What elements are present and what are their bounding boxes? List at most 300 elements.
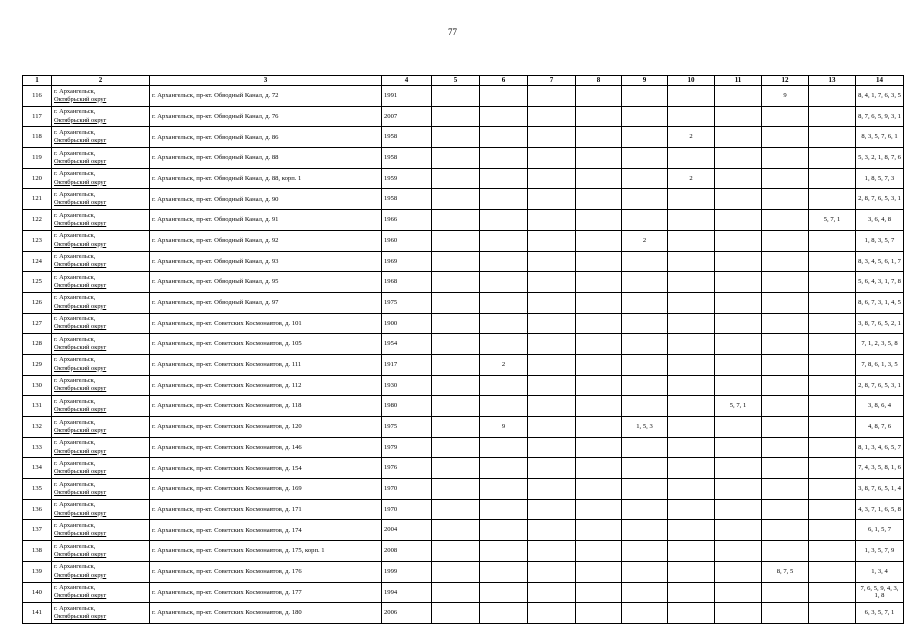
value-cell-c12: [762, 354, 809, 375]
address-cell: г. Архангельск, пр-кт. Советских Космонавтов, д. 118: [150, 396, 382, 417]
value-cell-c5: [432, 210, 480, 231]
district-city-text: г. Архангельск,: [54, 315, 96, 323]
value-cell-c8: [576, 603, 622, 624]
value-cell-c6: [480, 272, 528, 293]
year-cell: 1980: [382, 396, 432, 417]
value-cell-c9: [622, 189, 668, 210]
value-cell-c8: [576, 272, 622, 293]
year-cell: 1976: [382, 458, 432, 479]
value-cell-c9: [622, 561, 668, 582]
value-cell-c6: [480, 375, 528, 396]
year-cell: 2008: [382, 541, 432, 562]
value-cell-c5: [432, 520, 480, 541]
row-number-cell: 132: [23, 417, 52, 438]
value-cell-c13: [809, 479, 856, 500]
value-cell-c14: 4, 8, 7, 6: [856, 417, 904, 438]
value-cell-c6: [480, 230, 528, 251]
table-row: [23, 520, 904, 541]
value-cell-c8: [576, 437, 622, 458]
district-city-text: г. Архангельск,: [54, 335, 96, 343]
value-cell-c6: [480, 561, 528, 582]
value-cell-c8: [576, 148, 622, 169]
value-cell-c9: [622, 541, 668, 562]
value-cell-c7: [528, 417, 576, 438]
value-cell-c9: [622, 148, 668, 169]
row-number-cell: 137: [23, 520, 52, 541]
value-cell-c5: [432, 417, 480, 438]
row-number-cell: 127: [23, 313, 52, 334]
value-cell-c6: [480, 251, 528, 272]
value-cell-c10: [668, 375, 715, 396]
district-city-text: г. Архангельск,: [54, 232, 96, 240]
table-row: [23, 230, 904, 251]
value-cell-c7: [528, 189, 576, 210]
value-cell-c6: [480, 106, 528, 127]
value-cell-c7: [528, 251, 576, 272]
value-cell-c10: 2: [668, 168, 715, 189]
district-city-text: г. Архангельск,: [54, 563, 96, 571]
value-cell-c14: 3, 8, 6, 4: [856, 396, 904, 417]
row-number-cell: 128: [23, 334, 52, 355]
district-cell: [52, 561, 150, 582]
value-cell-c10: [668, 189, 715, 210]
address-cell: г. Архангельск, пр-кт. Советских Космонавтов, д. 177: [150, 582, 382, 603]
value-cell-c7: [528, 541, 576, 562]
value-cell-c10: [668, 479, 715, 500]
value-cell-c7: [528, 561, 576, 582]
year-cell: 1954: [382, 334, 432, 355]
value-cell-c11: [715, 561, 762, 582]
address-cell: г. Архангельск, пр-кт. Обводный Канал, д. 76: [150, 106, 382, 127]
address-cell: г. Архангельск, пр-кт. Советских Космонавтов, д. 111: [150, 354, 382, 375]
year-cell: 1969: [382, 251, 432, 272]
value-cell-c11: [715, 354, 762, 375]
value-cell-c5: [432, 168, 480, 189]
value-cell-c7: [528, 437, 576, 458]
address-cell: г. Архангельск, пр-кт. Советских Космонавтов, д. 171: [150, 499, 382, 520]
district-okrug-text: Октябрьский округ: [54, 613, 107, 621]
district-city-text: г. Архангельск,: [54, 439, 96, 447]
value-cell-c8: [576, 334, 622, 355]
year-cell: 1958: [382, 148, 432, 169]
value-cell-c6: [480, 127, 528, 148]
district-cell: [52, 292, 150, 313]
district-cell: [52, 334, 150, 355]
year-cell: 1970: [382, 499, 432, 520]
year-cell: 1917: [382, 354, 432, 375]
value-cell-c11: [715, 334, 762, 355]
value-cell-c14: 3, 8, 7, 6, 5, 1, 4: [856, 479, 904, 500]
value-cell-c9: [622, 272, 668, 293]
row-number-cell: 118: [23, 127, 52, 148]
value-cell-c8: [576, 458, 622, 479]
district-okrug-text: Октябрьский округ: [54, 468, 107, 476]
value-cell-c10: [668, 313, 715, 334]
value-cell-c7: [528, 375, 576, 396]
value-cell-c11: [715, 86, 762, 107]
district-city-text: г. Архангельск,: [54, 108, 96, 116]
district-city-text: г. Архангельск,: [54, 128, 96, 136]
value-cell-c10: [668, 582, 715, 603]
value-cell-c10: [668, 396, 715, 417]
year-cell: 1975: [382, 417, 432, 438]
value-cell-c14: 1, 3, 5, 7, 9: [856, 541, 904, 562]
district-cell: [52, 417, 150, 438]
value-cell-c9: [622, 106, 668, 127]
value-cell-c14: 3, 8, 7, 6, 5, 2, 1: [856, 313, 904, 334]
district-cell: [52, 479, 150, 500]
district-cell: [52, 313, 150, 334]
value-cell-c13: [809, 541, 856, 562]
value-cell-c8: [576, 417, 622, 438]
year-cell: 1900: [382, 313, 432, 334]
value-cell-c7: [528, 313, 576, 334]
value-cell-c10: [668, 499, 715, 520]
row-number-cell: 124: [23, 251, 52, 272]
district-cell: [52, 520, 150, 541]
value-cell-c6: [480, 292, 528, 313]
address-cell: г. Архангельск, пр-кт. Советских Космонавтов, д. 101: [150, 313, 382, 334]
row-number-cell: 126: [23, 292, 52, 313]
district-city-text: г. Архангельск,: [54, 87, 96, 95]
table-row: [23, 313, 904, 334]
value-cell-c6: [480, 168, 528, 189]
value-cell-c9: [622, 603, 668, 624]
value-cell-c12: [762, 127, 809, 148]
district-cell: [52, 375, 150, 396]
address-cell: г. Архангельск, пр-кт. Советских Космонавтов, д. 175, корп. 1: [150, 541, 382, 562]
value-cell-c10: [668, 603, 715, 624]
value-cell-c13: [809, 272, 856, 293]
value-cell-c13: [809, 86, 856, 107]
value-cell-c13: [809, 417, 856, 438]
row-number-cell: 141: [23, 603, 52, 624]
table-row: [23, 127, 904, 148]
value-cell-c5: [432, 437, 480, 458]
value-cell-c7: [528, 603, 576, 624]
value-cell-c13: [809, 168, 856, 189]
value-cell-c5: [432, 499, 480, 520]
row-number-cell: 120: [23, 168, 52, 189]
year-cell: 1958: [382, 189, 432, 210]
value-cell-c7: [528, 499, 576, 520]
district-cell: [52, 230, 150, 251]
table-row: [23, 168, 904, 189]
district-okrug-text: Октябрьский округ: [54, 240, 107, 248]
table-row: [23, 292, 904, 313]
value-cell-c14: 8, 6, 7, 3, 1, 4, 5: [856, 292, 904, 313]
value-cell-c7: [528, 520, 576, 541]
address-cell: г. Архангельск, пр-кт. Обводный Канал, д. 97: [150, 292, 382, 313]
district-cell: [52, 148, 150, 169]
district-okrug-text: Октябрьский округ: [54, 95, 107, 103]
value-cell-c11: [715, 189, 762, 210]
value-cell-c5: [432, 313, 480, 334]
value-cell-c7: [528, 106, 576, 127]
column-header-13: 13: [809, 76, 856, 86]
value-cell-c10: [668, 354, 715, 375]
value-cell-c13: [809, 499, 856, 520]
value-cell-c8: [576, 396, 622, 417]
value-cell-c12: [762, 437, 809, 458]
value-cell-c9: [622, 458, 668, 479]
value-cell-c9: [622, 375, 668, 396]
value-cell-c12: [762, 375, 809, 396]
value-cell-c11: [715, 168, 762, 189]
value-cell-c9: [622, 127, 668, 148]
value-cell-c9: [622, 479, 668, 500]
district-city-text: г. Архангельск,: [54, 294, 96, 302]
table-row: [23, 541, 904, 562]
address-cell: г. Архангельск, пр-кт. Обводный Канал, д. 88: [150, 148, 382, 169]
column-header-8: 8: [576, 76, 622, 86]
table-row: [23, 603, 904, 624]
value-cell-c14: 5, 3, 2, 1, 8, 7, 6: [856, 148, 904, 169]
value-cell-c14: 8, 3, 5, 7, 6, 1: [856, 127, 904, 148]
value-cell-c8: [576, 479, 622, 500]
table-row: [23, 561, 904, 582]
value-cell-c14: 8, 1, 3, 4, 6, 5, 7: [856, 437, 904, 458]
district-okrug-text: Октябрьский округ: [54, 261, 107, 269]
table-row: [23, 479, 904, 500]
value-cell-c9: [622, 313, 668, 334]
value-cell-c6: [480, 458, 528, 479]
value-cell-c7: [528, 479, 576, 500]
value-cell-c12: [762, 272, 809, 293]
value-cell-c6: [480, 541, 528, 562]
value-cell-c6: [480, 437, 528, 458]
row-number-cell: 133: [23, 437, 52, 458]
value-cell-c5: [432, 272, 480, 293]
value-cell-c12: [762, 251, 809, 272]
value-cell-c7: [528, 354, 576, 375]
value-cell-c14: 3, 6, 4, 8: [856, 210, 904, 231]
value-cell-c5: [432, 251, 480, 272]
district-okrug-text: Октябрьский округ: [54, 344, 107, 352]
year-cell: 1968: [382, 272, 432, 293]
value-cell-c13: [809, 230, 856, 251]
value-cell-c11: [715, 479, 762, 500]
table-row: [23, 437, 904, 458]
value-cell-c5: [432, 292, 480, 313]
value-cell-c7: [528, 458, 576, 479]
value-cell-c11: [715, 603, 762, 624]
value-cell-c6: [480, 603, 528, 624]
value-cell-c9: [622, 354, 668, 375]
value-cell-c10: [668, 210, 715, 231]
value-cell-c12: [762, 603, 809, 624]
district-city-text: г. Архангельск,: [54, 170, 96, 178]
value-cell-c6: [480, 520, 528, 541]
table-row: [23, 396, 904, 417]
value-cell-c11: [715, 582, 762, 603]
value-cell-c12: [762, 210, 809, 231]
district-okrug-text: Октябрьский округ: [54, 178, 107, 186]
column-header-9: 9: [622, 76, 668, 86]
district-okrug-text: Октябрьский округ: [54, 550, 107, 558]
value-cell-c10: [668, 251, 715, 272]
value-cell-c14: 6, 1, 5, 7: [856, 520, 904, 541]
value-cell-c10: [668, 561, 715, 582]
value-cell-c11: [715, 313, 762, 334]
address-cell: г. Архангельск, пр-кт. Обводный Канал, д. 93: [150, 251, 382, 272]
housing-register-table: [22, 75, 904, 624]
value-cell-c13: [809, 313, 856, 334]
value-cell-c14: 8, 4, 1, 7, 6, 3, 5: [856, 86, 904, 107]
value-cell-c11: [715, 251, 762, 272]
district-cell: [52, 86, 150, 107]
year-cell: 1970: [382, 479, 432, 500]
district-okrug-text: Октябрьский округ: [54, 592, 107, 600]
year-cell: 1979: [382, 437, 432, 458]
value-cell-c13: [809, 458, 856, 479]
value-cell-c8: [576, 127, 622, 148]
district-okrug-text: Октябрьский округ: [54, 116, 107, 124]
value-cell-c9: [622, 499, 668, 520]
value-cell-c11: [715, 458, 762, 479]
address-cell: г. Архангельск, пр-кт. Советских Космонавтов, д. 154: [150, 458, 382, 479]
table-row: [23, 417, 904, 438]
district-city-text: г. Архангельск,: [54, 418, 96, 426]
value-cell-c5: [432, 603, 480, 624]
value-cell-c7: [528, 582, 576, 603]
table-row: [23, 458, 904, 479]
value-cell-c12: [762, 168, 809, 189]
value-cell-c14: 7, 4, 3, 5, 8, 1, 6: [856, 458, 904, 479]
value-cell-c11: [715, 292, 762, 313]
value-cell-c8: [576, 561, 622, 582]
value-cell-c12: [762, 458, 809, 479]
value-cell-c12: [762, 417, 809, 438]
address-cell: г. Архангельск, пр-кт. Обводный Канал, д. 90: [150, 189, 382, 210]
value-cell-c14: 1, 3, 4: [856, 561, 904, 582]
value-cell-c13: [809, 189, 856, 210]
value-cell-c7: [528, 396, 576, 417]
year-cell: 1999: [382, 561, 432, 582]
table-row: [23, 251, 904, 272]
value-cell-c13: [809, 106, 856, 127]
value-cell-c14: 1, 8, 3, 5, 7: [856, 230, 904, 251]
value-cell-c8: [576, 210, 622, 231]
value-cell-c13: [809, 148, 856, 169]
row-number-cell: 125: [23, 272, 52, 293]
value-cell-c5: [432, 127, 480, 148]
address-cell: г. Архангельск, пр-кт. Обводный Канал, д. 72: [150, 86, 382, 107]
value-cell-c6: [480, 582, 528, 603]
year-cell: 1959: [382, 168, 432, 189]
value-cell-c12: 9: [762, 86, 809, 107]
value-cell-c13: [809, 561, 856, 582]
district-cell: [52, 272, 150, 293]
address-cell: г. Архангельск, пр-кт. Советских Космонавтов, д. 112: [150, 375, 382, 396]
district-okrug-text: Октябрьский округ: [54, 426, 107, 434]
address-cell: г. Архангельск, пр-кт. Обводный Канал, д. 92: [150, 230, 382, 251]
table-row: [23, 334, 904, 355]
value-cell-c11: [715, 437, 762, 458]
district-city-text: г. Архангельск,: [54, 521, 96, 529]
value-cell-c9: [622, 292, 668, 313]
value-cell-c6: [480, 210, 528, 231]
value-cell-c12: [762, 520, 809, 541]
value-cell-c7: [528, 272, 576, 293]
value-cell-c9: [622, 582, 668, 603]
value-cell-c12: [762, 334, 809, 355]
row-number-cell: 129: [23, 354, 52, 375]
district-cell: [52, 168, 150, 189]
column-header-3: 3: [150, 76, 382, 86]
value-cell-c9: [622, 168, 668, 189]
row-number-cell: 138: [23, 541, 52, 562]
value-cell-c13: [809, 127, 856, 148]
value-cell-c11: [715, 417, 762, 438]
value-cell-c11: [715, 106, 762, 127]
address-cell: г. Архангельск, пр-кт. Обводный Канал, д. 88, корп. 1: [150, 168, 382, 189]
value-cell-c8: [576, 86, 622, 107]
value-cell-c7: [528, 210, 576, 231]
value-cell-c13: [809, 603, 856, 624]
table-row: [23, 272, 904, 293]
district-okrug-text: Октябрьский округ: [54, 571, 107, 579]
row-number-cell: 134: [23, 458, 52, 479]
district-cell: [52, 499, 150, 520]
address-cell: г. Архангельск, пр-кт. Советских Космонавтов, д. 169: [150, 479, 382, 500]
district-city-text: г. Архангельск,: [54, 273, 96, 281]
value-cell-c11: [715, 272, 762, 293]
row-number-cell: 130: [23, 375, 52, 396]
address-cell: г. Архангельск, пр-кт. Советских Космонавтов, д. 180: [150, 603, 382, 624]
value-cell-c13: [809, 251, 856, 272]
value-cell-c13: [809, 375, 856, 396]
value-cell-c14: 5, 6, 4, 3, 1, 7, 8: [856, 272, 904, 293]
value-cell-c8: [576, 189, 622, 210]
value-cell-c5: [432, 354, 480, 375]
value-cell-c10: [668, 334, 715, 355]
district-city-text: г. Архангельск,: [54, 604, 96, 612]
district-okrug-text: Октябрьский округ: [54, 282, 107, 290]
table-row: [23, 375, 904, 396]
page-number: 77: [448, 27, 457, 37]
year-cell: 1966: [382, 210, 432, 231]
value-cell-c10: [668, 292, 715, 313]
value-cell-c9: [622, 437, 668, 458]
value-cell-c9: [622, 251, 668, 272]
table-row: [23, 86, 904, 107]
value-cell-c5: [432, 334, 480, 355]
value-cell-c5: [432, 106, 480, 127]
year-cell: 1960: [382, 230, 432, 251]
column-header-7: 7: [528, 76, 576, 86]
value-cell-c14: 2, 8, 7, 6, 5, 3, 1: [856, 189, 904, 210]
value-cell-c8: [576, 251, 622, 272]
district-city-text: г. Архангельск,: [54, 459, 96, 467]
table-row: [23, 106, 904, 127]
year-cell: 1994: [382, 582, 432, 603]
value-cell-c13: [809, 292, 856, 313]
value-cell-c13: [809, 582, 856, 603]
value-cell-c7: [528, 230, 576, 251]
district-okrug-text: Октябрьский округ: [54, 406, 107, 414]
value-cell-c8: [576, 541, 622, 562]
value-cell-c8: [576, 582, 622, 603]
value-cell-c7: [528, 148, 576, 169]
value-cell-c10: [668, 148, 715, 169]
district-okrug-text: Октябрьский округ: [54, 199, 107, 207]
address-cell: г. Архангельск, пр-кт. Советских Космонавтов, д. 174: [150, 520, 382, 541]
address-cell: г. Архангельск, пр-кт. Обводный Канал, д. 86: [150, 127, 382, 148]
district-city-text: г. Архангельск,: [54, 377, 96, 385]
value-cell-c10: [668, 541, 715, 562]
district-city-text: г. Архангельск,: [54, 149, 96, 157]
